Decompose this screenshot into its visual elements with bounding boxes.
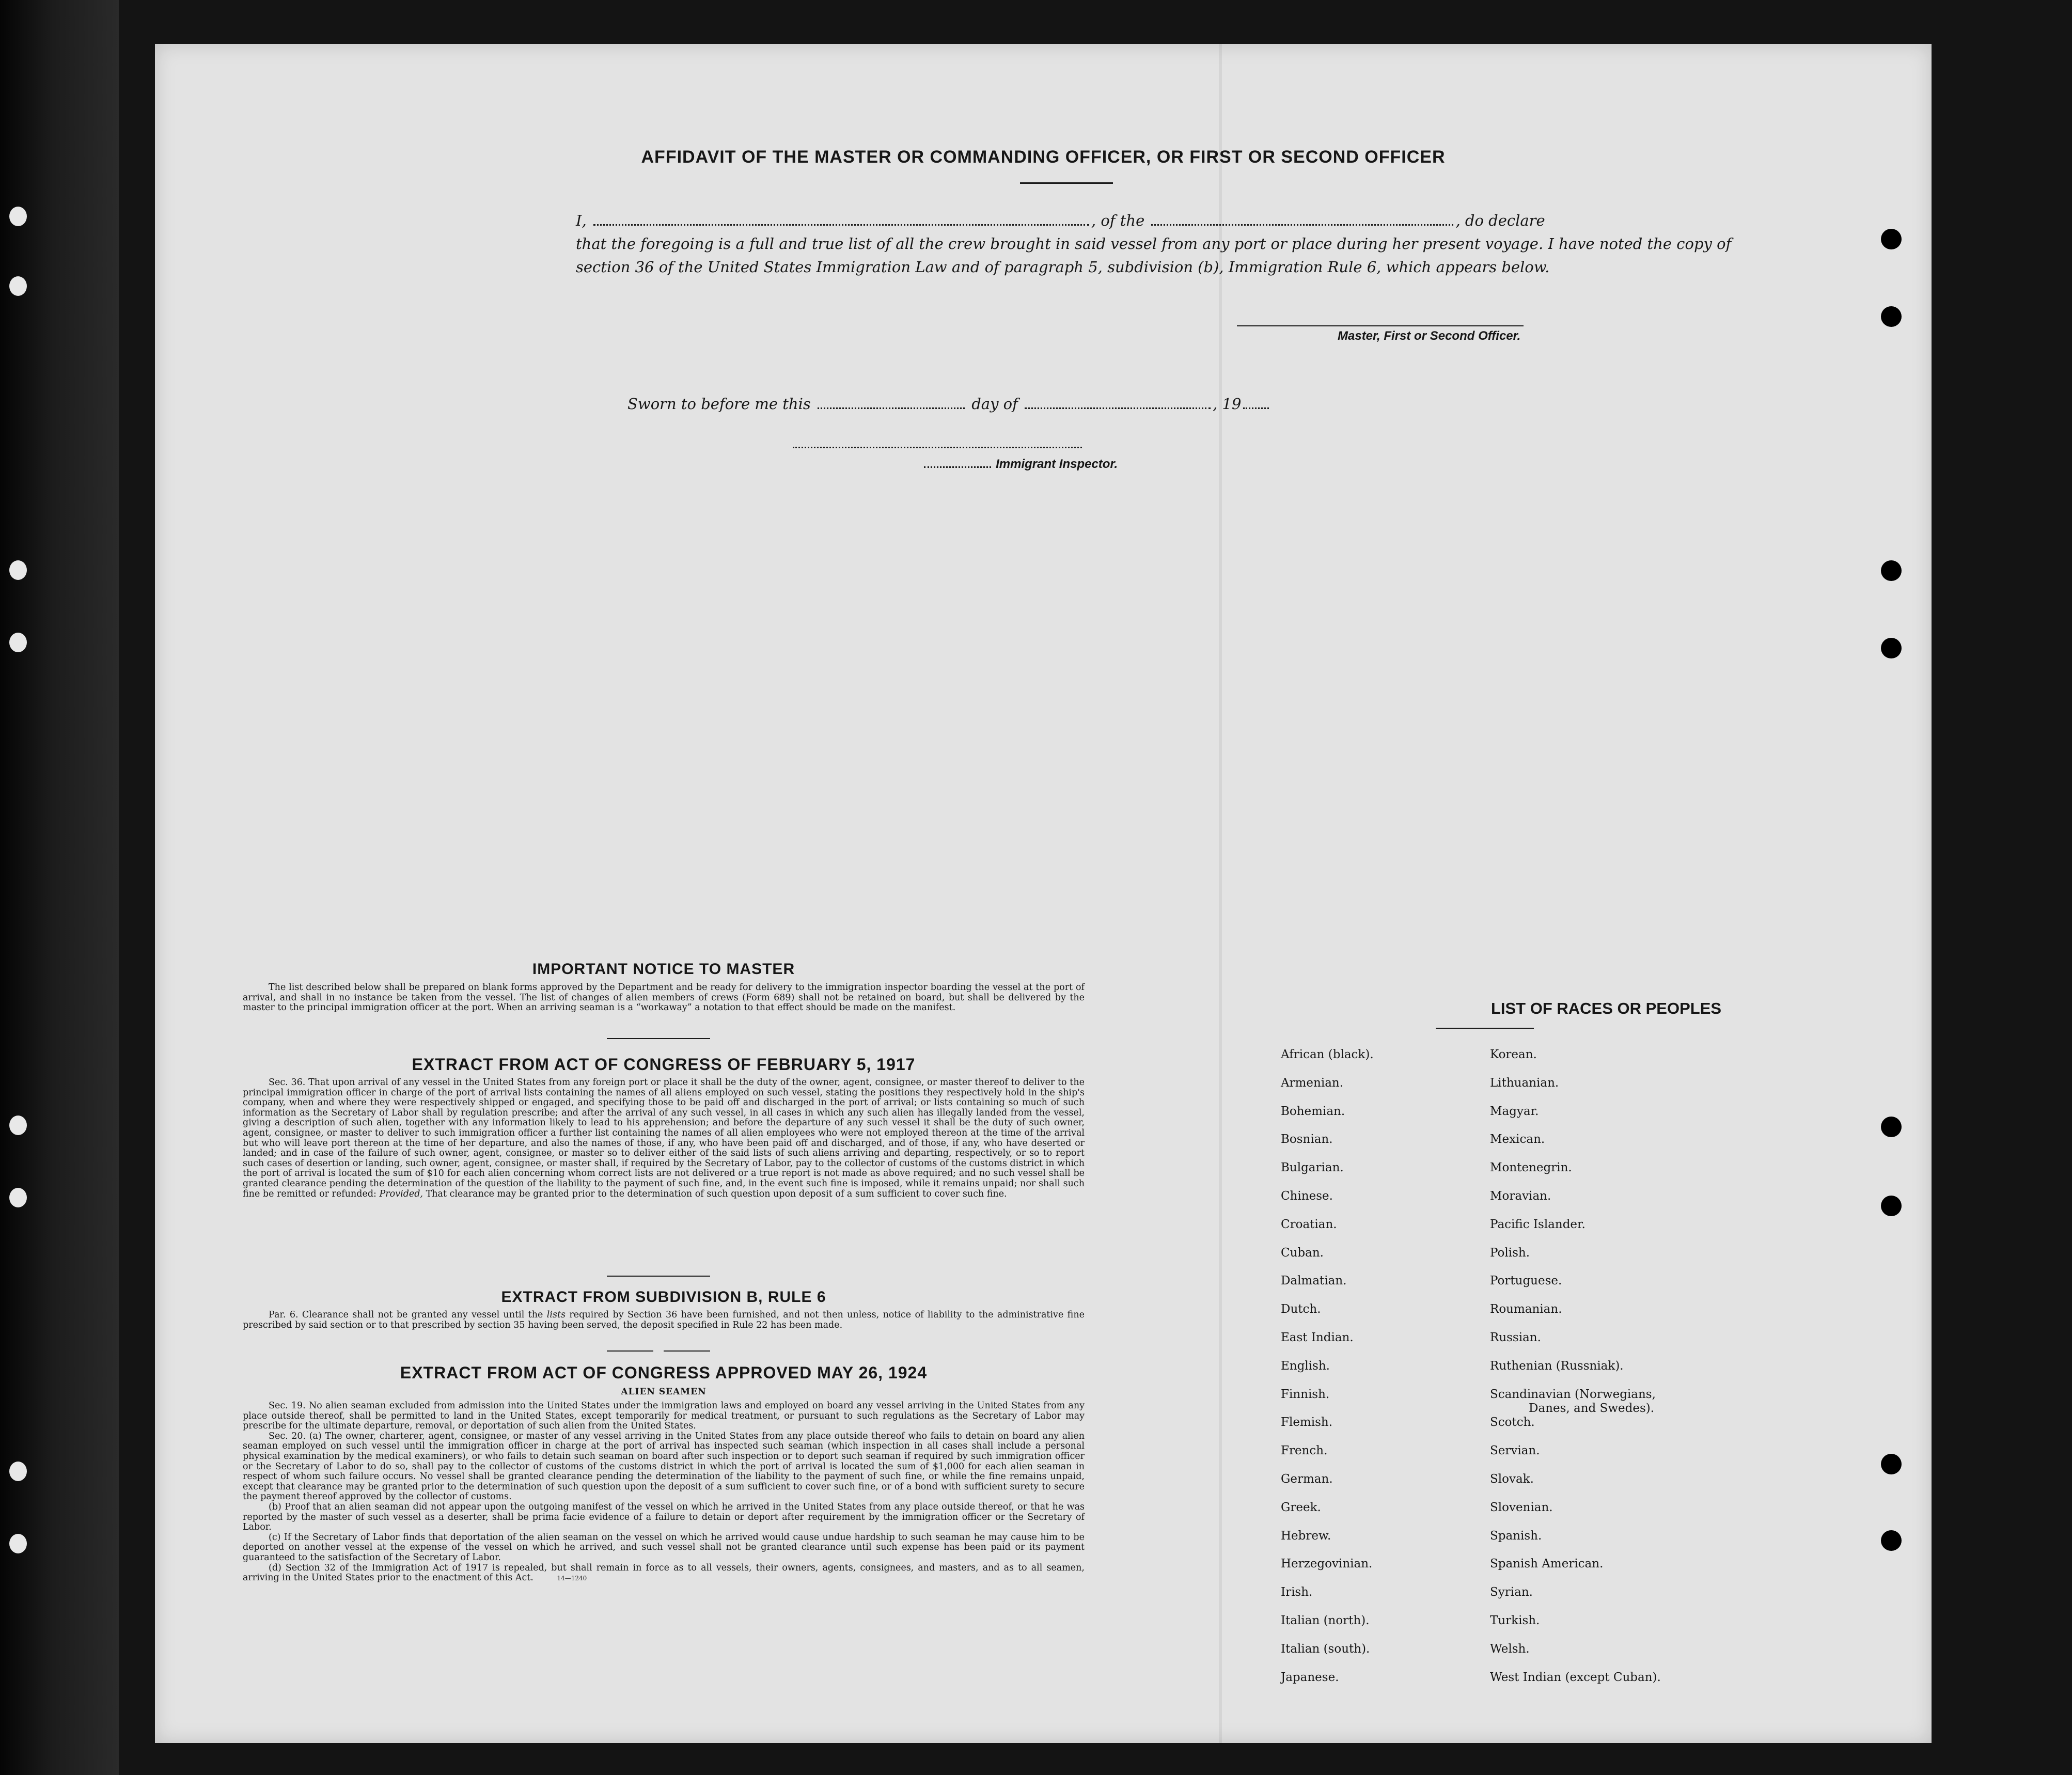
film-hole	[9, 1462, 27, 1481]
race-item: Portuguese.	[1490, 1274, 1562, 1288]
vessel-field[interactable]	[1151, 224, 1453, 226]
film-hole	[9, 276, 27, 296]
extract-1924-title: EXTRACT FROM ACT OF CONGRESS APPROVED MAY 26, 1924	[400, 1363, 928, 1382]
punch-hole	[1881, 1530, 1902, 1551]
name-field[interactable]	[593, 224, 1089, 226]
proviso-label: Provided,	[379, 1188, 423, 1199]
extract-1917-text	[243, 1078, 1085, 1199]
race-item: Syrian.	[1490, 1585, 1533, 1599]
rule	[607, 1276, 710, 1277]
races-title-underline	[1436, 1028, 1534, 1029]
race-item: Ruthenian (Russniak).	[1490, 1359, 1624, 1373]
sec-20a-text: Sec. 20. (a) The owner, charterer, agent, consignee, or master of any vessel arriving in the United States from any place outside thereof who fails to detain on board any alien seaman employed on such vessel until the immigration officer in charge at the port of arrival has inspected such seaman (which inspection in all cases shall include a personal physical examination by the medical examiners), or who fails to detain such seaman on board after such inspection or to deport such seaman if required by such immigration officer or the Secretary of Labor to do so, shall pay to the collector of customs of the customs district in which the port of arrival is located the sum of $1,000 for each alien seaman in respect of whom such failure occurs. No vessel shall be granted clearance pending the determination of the liability to the payment of such fine, or while the fine remains unpaid, except that clearance may be granted prior to the determination of such question upon the deposit of a sum sufficient to cover such fine, or of a bond with sufficient surety to secure the payment thereof approved by the collector of customs.	[243, 1431, 1085, 1502]
proviso-text: That clearance may be granted prior to the determination of such question upon deposit of a sum sufficient to cover such fine.	[426, 1188, 1007, 1199]
sec-20c-text: (c) If the Secretary of Labor finds that deportation of the alien seaman on the vessel on which he arrived would cause undue hardship to such seaman he may cause him to be deported on another vessel at the expense of the vessel on which he arrived, and such vessel shall not be granted clearance until such expense has been paid or its payment guaranteed to the satisfaction of the Secretary of Labor.	[243, 1532, 1085, 1563]
extract-rule6-title: EXTRACT FROM SUBDIVISION B, RULE 6	[501, 1289, 826, 1306]
race-item: East Indian.	[1281, 1331, 1354, 1344]
sec-36-label: Sec. 36.	[269, 1077, 306, 1088]
sworn-line	[627, 395, 1271, 413]
race-item: Herzegovinian.	[1281, 1557, 1373, 1571]
race-item: Welsh.	[1490, 1642, 1530, 1656]
extract-1917-title: EXTRACT FROM ACT OF CONGRESS OF FEBRUARY 5, 1917	[412, 1055, 916, 1074]
sec-19	[243, 1401, 1085, 1432]
race-item: Russian.	[1490, 1331, 1541, 1344]
race-item: Korean.	[1490, 1048, 1537, 1061]
punch-hole	[1881, 638, 1902, 658]
form-number: 14—1240	[557, 1575, 587, 1582]
race-item: Italian (south).	[1281, 1642, 1370, 1656]
extract-rule6-text	[243, 1310, 1085, 1330]
race-item: Hebrew.	[1281, 1529, 1331, 1543]
race-item: English.	[1281, 1359, 1330, 1373]
notice-title: IMPORTANT NOTICE TO MASTER	[532, 961, 795, 978]
page-fold	[1219, 44, 1222, 1743]
signature-line[interactable]	[1237, 325, 1524, 326]
punch-hole	[1881, 229, 1902, 249]
race-item: Chinese.	[1281, 1189, 1333, 1203]
race-item: Flemish.	[1281, 1416, 1333, 1430]
title-underline	[1020, 182, 1113, 184]
film-hole	[9, 633, 27, 652]
punch-hole	[1881, 1196, 1902, 1216]
races-title: LIST OF RACES OR PEOPLES	[1490, 999, 1722, 1017]
rule	[664, 1350, 710, 1352]
race-item: Pacific Islander.	[1490, 1217, 1586, 1231]
rule	[607, 1038, 710, 1039]
race-item: Bohemian.	[1281, 1104, 1345, 1118]
sec-19-text: Sec. 19. No alien seaman excluded from admission into the United States under the immigration laws and employed on board any vessel arriving in the United States from any place outside thereof, shall be permitted to land in the United States, except temporarily for medical treatment, or pursuant to such regulations as the Secretary of Labor may prescribe for the ultimate departure, removal, or deportation of such alien from the United States.	[243, 1401, 1085, 1432]
race-item: Bulgarian.	[1281, 1161, 1344, 1175]
notice-text	[243, 983, 1085, 1013]
alien-seamen-subtitle: ALIEN SEAMEN	[621, 1387, 707, 1397]
sec-20b	[243, 1502, 1085, 1533]
sworn-year-field[interactable]	[1243, 407, 1269, 409]
signature-caption: Master, First or Second Officer.	[1338, 329, 1521, 343]
notice-paragraph: The list described below shall be prepared on blank forms approved by the Department and be ready for delivery to the immigration inspector boarding the vessel at the port of arrival, and shall in no instance be taken from the vessel. The list of changes of alien members of crews (Form 689) shall not be retained on board, but shall be delivered by the master to the principal immigration officer at the port. When an arriving seaman is a “workaway” a notation to that effect should be made on the manifest.	[243, 982, 1085, 1013]
affidavit-statement: that the foregoing is a full and true list of all the crew brought in said vessel from any port or place during her present voyage. I have noted the copy of section 36 of the United States Immigration Law and of paragraph 5, subdivision (b), Immigration Rule 6, which appears below.	[576, 235, 1732, 276]
rule6-text-end: required by Section 36 have been furnished, and not then unless, notice of liability to the administrative fine prescribed by said section or to that prescribed by section 35 having been served, the deposit specified in Rule 22 has been made.	[243, 1310, 1085, 1330]
race-item: African (black).	[1281, 1048, 1374, 1061]
race-item: Roumanian.	[1490, 1302, 1562, 1316]
race-item: Moravian.	[1490, 1189, 1551, 1203]
sworn-year-label: , 19	[1213, 395, 1242, 413]
race-item-continuation: Danes, and Swedes).	[1529, 1402, 1655, 1415]
race-item: Montenegrin.	[1490, 1161, 1572, 1175]
race-item: Greek.	[1281, 1500, 1321, 1514]
race-item: Croatian.	[1281, 1217, 1337, 1231]
document-page	[155, 44, 1932, 1743]
race-item: Italian (north).	[1281, 1614, 1370, 1627]
sworn-day-label: day of	[971, 395, 1018, 413]
race-item: French.	[1281, 1444, 1328, 1458]
rule6-text-start: Par. 6. Clearance shall not be granted any vessel until the	[269, 1310, 543, 1320]
race-item: Spanish American.	[1490, 1557, 1604, 1571]
sec-20b-text: (b) Proof that an alien seaman did not appear upon the outgoing manifest of the vessel on which he arrived in the United States from any place outside thereof, or that he was reported by the master of such vessel as a deserter, shall be prima facie evidence of a failure to detain or deport after requirement by the immigration officer or the Secretary of Labor.	[243, 1501, 1085, 1533]
inspector-signature-line[interactable]	[793, 447, 1082, 448]
race-item: Spanish.	[1490, 1529, 1542, 1543]
race-item: Armenian.	[1281, 1076, 1344, 1090]
race-item: Finnish.	[1281, 1387, 1330, 1401]
sec-20d-text: (d) Section 32 of the Immigration Act of 1917 is repealed, but shall remain in force as to all vessels, their owners, agents, consignees, and masters, and as to all seamen, arriving in the United States prior to the enactment of this Act.	[243, 1562, 1085, 1583]
film-hole	[9, 560, 27, 580]
inspector-block	[922, 457, 1118, 472]
race-item: Lithuanian.	[1490, 1076, 1559, 1090]
affidavit-i: I,	[576, 212, 587, 229]
race-item: Magyar.	[1490, 1104, 1539, 1118]
inspector-dots	[924, 466, 991, 468]
punch-hole	[1881, 306, 1902, 327]
race-item: Dalmatian.	[1281, 1274, 1347, 1288]
film-hole	[9, 1188, 27, 1207]
rule6-lists: lists	[546, 1310, 566, 1320]
punch-hole	[1881, 560, 1902, 581]
race-item: Irish.	[1281, 1585, 1313, 1599]
sec-20d	[243, 1563, 1085, 1584]
race-item: Turkish.	[1490, 1614, 1540, 1627]
race-item: Cuban.	[1281, 1246, 1324, 1260]
scan-border-left	[0, 0, 119, 1775]
race-item: Dutch.	[1281, 1302, 1321, 1316]
race-item: Bosnian.	[1281, 1133, 1333, 1146]
affidavit-body	[576, 209, 1738, 279]
sworn-day-field[interactable]	[818, 407, 965, 409]
sec-36-text: That upon arrival of any vessel in the United States from any foreign port or place it shall be the duty of the owner, agent, consignee, or master thereof to deliver to the principal immigration officer in charge of the port of arrival lists containing the names of all aliens employed on such vessel, stating the positions they respectively hold in the ship's company, when and where they were respectively shipped or engaged, and specifying those to be paid off and discharged in the port of arrival; or lists containing so much of such information as the Secretary of Labor shall by regulation prescribe; and after the arrival of any such vessel, in all cases in which any such alien has illegally landed from the vessel, giving a description of such alien, together with any information likely to lead to his apprehension; and before the departure of any such vessel it shall be the duty of such owner, agent, consignee, or master to deliver to such immigration officer a further list containing the names of all alien employees who were not employed thereon at the time of the arrival but who will leave port thereon at the time of her departure, and also the names of those, if any, who have been paid off and discharged, and of those, if any, who have deserted or landed; and in case of the failure of such owner, agent, consignee, or master so to deliver either of the said lists of such aliens arriving and departing, respectively, or so to report such cases of desertion or landing, such owner, agent, consignee, or master shall, if required by the Secretary of Labor, pay to the collector of customs of the customs district in which the port of arrival is located the sum of $10 for each alien concerning whom correct lists are not delivered or a true report is not made as above required; and no such vessel shall be granted clearance pending the determination of the question of the liability to the payment of such fine, and, in the event such fine is imposed, while it remains unpaid; nor shall such fine be remitted or refunded:	[243, 1077, 1085, 1199]
sworn-text: Sworn to before me this	[627, 395, 811, 413]
race-item: German.	[1281, 1472, 1333, 1486]
race-item: Scotch.	[1490, 1416, 1535, 1430]
sworn-month-field[interactable]	[1025, 407, 1211, 409]
affidavit-do-declare: , do declare	[1455, 212, 1545, 229]
inspector-caption: Immigrant Inspector.	[996, 457, 1118, 471]
rule	[607, 1350, 653, 1352]
race-item: Scandinavian (Norwegians,	[1490, 1387, 1656, 1401]
film-hole	[9, 1116, 27, 1135]
film-hole	[9, 207, 27, 226]
film-hole	[9, 1534, 27, 1553]
sec-20c	[243, 1533, 1085, 1563]
race-item: Polish.	[1490, 1246, 1530, 1260]
extract-1924-text	[243, 1401, 1085, 1584]
sec-20a	[243, 1432, 1085, 1502]
race-item: Servian.	[1490, 1444, 1540, 1458]
race-item: Mexican.	[1490, 1133, 1545, 1146]
punch-hole	[1881, 1117, 1902, 1137]
affidavit-of-the: , of the	[1091, 212, 1145, 229]
race-item: Japanese.	[1281, 1670, 1339, 1684]
affidavit-title: AFFIDAVIT OF THE MASTER OR COMMANDING OFFICER, OR FIRST OR SECOND OFFICER	[641, 147, 1446, 167]
declaration-line	[576, 209, 1738, 232]
race-item: West Indian (except Cuban).	[1490, 1670, 1661, 1684]
race-item: Slovak.	[1490, 1472, 1534, 1486]
punch-hole	[1881, 1454, 1902, 1474]
race-item: Slovenian.	[1490, 1500, 1553, 1514]
